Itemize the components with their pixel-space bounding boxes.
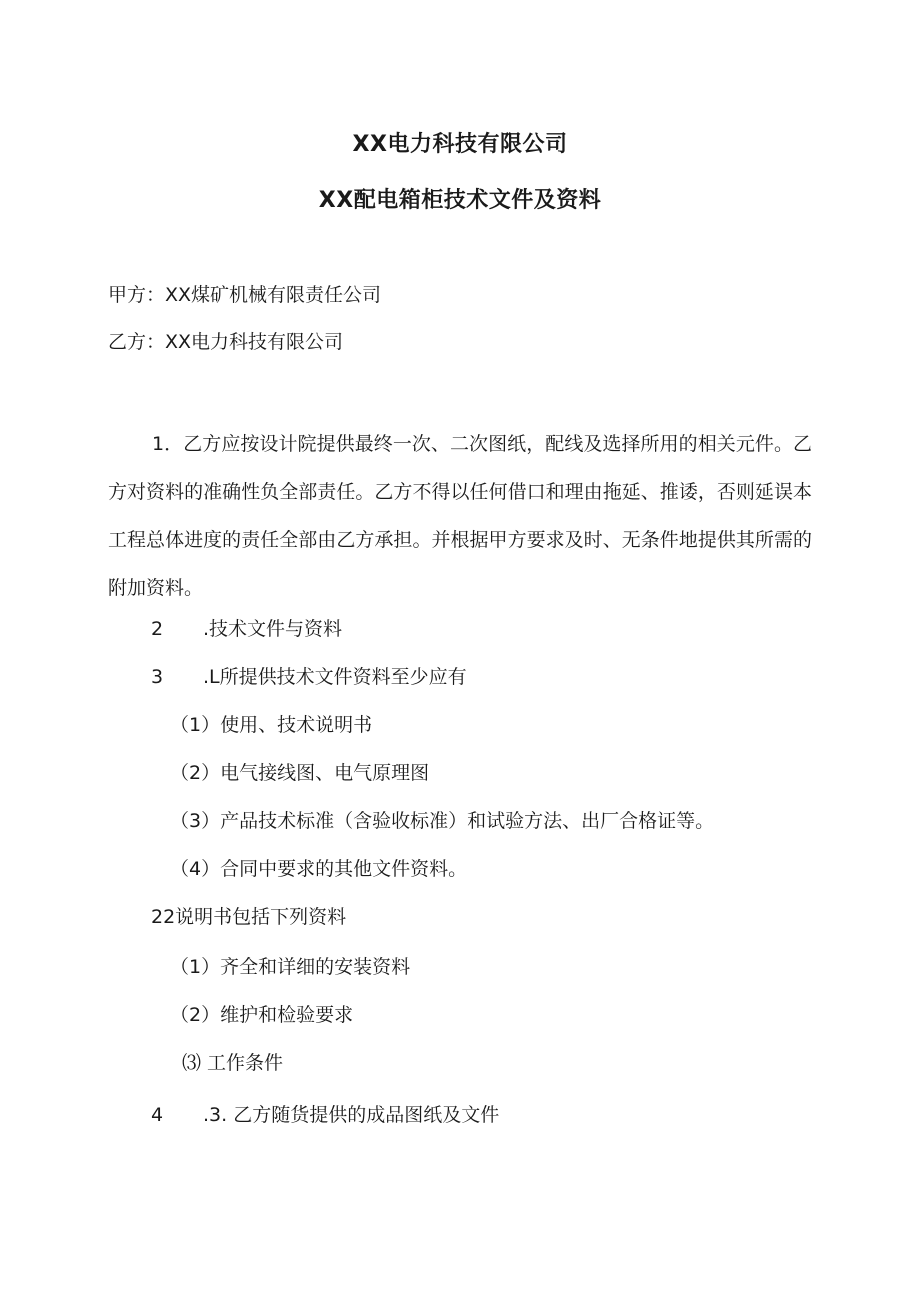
list-item: （4）合同中要求的其他文件资料。 xyxy=(170,858,468,880)
section-2-text: .技术文件与资料 xyxy=(203,618,343,640)
section-2 xyxy=(151,617,342,641)
company-title: XX电力科技有限公司 xyxy=(352,132,568,157)
list-item: （2）维护和检验要求 xyxy=(170,1004,354,1026)
list-item: （3）产品技术标准（含验收标准）和试验方法、出厂合格证等。 xyxy=(170,810,715,832)
list-item: （2）电气接线图、电气原理图 xyxy=(170,762,430,784)
document-title: XX配电箱柜技术文件及资料 xyxy=(318,188,602,213)
list-item: （1）齐全和详细的安装资料 xyxy=(170,956,411,978)
section-3-text: .L所提供技术文件资料至少应有 xyxy=(203,666,467,688)
list-item: ⑶ 工作条件 xyxy=(182,1052,284,1074)
section-4 xyxy=(151,1103,499,1127)
list-item: （1）使用、技术说明书 xyxy=(170,714,373,736)
party-b: 乙方：XX电力科技有限公司 xyxy=(108,331,344,353)
party-a: 甲方：XX煤矿机械有限责任公司 xyxy=(108,284,382,306)
section-3-number: 3 xyxy=(151,666,164,688)
section-4-text: .3. 乙方随货提供的成品图纸及文件 xyxy=(203,1104,500,1126)
section-3 xyxy=(151,665,467,689)
section-2-number: 2 xyxy=(151,618,164,640)
section-4-number: 4 xyxy=(151,1104,164,1126)
section-22: 22说明书包括下列资料 xyxy=(151,906,347,928)
paragraph-1: 1．乙方应按设计院提供最终一次、二次图纸，配线及选择所用的相关元件。乙方对资料的准确性负全部责任。乙方不得以任何借口和理由拖延、推诿，否则延误本工程总体进度的责任全部由乙方承担。并根据甲方要求及时、无条件地提供其所需的附加资料。 xyxy=(108,433,812,599)
